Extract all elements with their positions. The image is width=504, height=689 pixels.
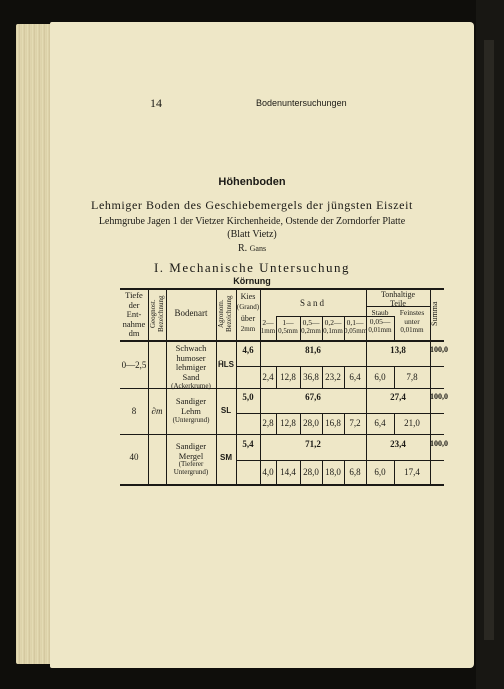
- author-initial: R.: [237, 243, 248, 254]
- header-depth: Tiefe der Ent- nahme dm: [122, 290, 146, 338]
- row-2-summa: 100,0: [430, 392, 448, 401]
- header-feinstes: Feinstes unter 0,01mm: [399, 308, 425, 334]
- location-line-1: Lehmgrube Jagen 1 der Vietzer Kirchenheide, Ostende der Zorndorfer Platte: [98, 216, 406, 227]
- header-sand-col-1: 2— 1mm: [260, 318, 276, 335]
- row-3-feinstes: 17,4: [404, 467, 420, 477]
- row-3-summa: 100,0: [430, 439, 448, 448]
- row-3-kies: 5,4: [242, 439, 254, 449]
- row-1-soil: Schwach humoser lehmiger Sand (Ackerkrume): [171, 343, 211, 390]
- row-1-staub: 6,0: [374, 372, 386, 382]
- row-3-sand-3: 28,0: [303, 467, 319, 477]
- row-1-feinstes: 7,8: [406, 372, 418, 382]
- header-geognost: Geognost. Bezeichnung: [149, 295, 165, 333]
- row-2-agronom: SL: [220, 406, 232, 415]
- grain-size-table: [120, 288, 448, 518]
- book-page-edges: [16, 24, 52, 664]
- header-soil-type: Bodenart: [174, 308, 208, 318]
- scan-background: [476, 0, 504, 689]
- table-title: Körnung: [233, 276, 271, 286]
- row-2-sand-4: 16,8: [325, 418, 341, 428]
- header-kies: Kies (Grand) über 2mm: [236, 292, 260, 333]
- row-2-soil: Sandiger Lehm (Untergrund): [172, 396, 210, 424]
- header-sand: Sand: [300, 298, 326, 308]
- row-3-sand-5: 6,8: [349, 467, 361, 477]
- row-2-kies: 5,0: [242, 392, 254, 402]
- header-sand-col-5: 0,1— 0,05mm: [344, 318, 368, 335]
- row-1-sand-3: 36,8: [303, 372, 319, 382]
- row-1-agronom: ḦLS: [218, 360, 234, 369]
- row-2-sand-3: 28,0: [303, 418, 319, 428]
- row-3-agronom: SM: [220, 453, 232, 462]
- row-2-sand-2: 12,8: [280, 418, 296, 428]
- header-agronom: Agronom. Bezeichnung: [217, 295, 233, 333]
- part-title: I. Mechanische Untersuchung: [153, 260, 351, 275]
- header-sand-col-2: 1— 0,5mm: [278, 318, 298, 335]
- row-1-kies: 4,6: [242, 345, 254, 355]
- row-2-sand-total: 67,6: [305, 392, 321, 402]
- page-number: 14: [150, 96, 162, 110]
- header-sand-col-4: 0,2— 0,1mm: [323, 318, 343, 335]
- author: [0, 243, 504, 254]
- running-head: Bodenuntersuchungen: [256, 98, 347, 108]
- row-2-sand-5: 7,2: [349, 418, 361, 428]
- row-1-sand-5: 6,4: [349, 372, 361, 382]
- row-2-sand-1: 2,8: [262, 418, 274, 428]
- row-2-feinstes: 21,0: [404, 418, 420, 428]
- row-1-clay-total: 13,8: [390, 345, 406, 355]
- row-1-depth: 0—2,5: [121, 360, 147, 370]
- row-3-sand-total: 71,2: [305, 439, 321, 449]
- row-2-clay-total: 27,4: [390, 392, 406, 402]
- row-2-depth: 8: [131, 406, 137, 416]
- row-1-sand-2: 12,8: [280, 372, 296, 382]
- row-3-staub: 6,0: [374, 467, 386, 477]
- row-1-summa: 100,0: [430, 345, 448, 354]
- subtitle: Lehmiger Boden des Geschiebemergels der jüngsten Eiszeit: [91, 198, 413, 212]
- author-name: Gans: [249, 244, 267, 253]
- header-clay: Tonhaltige Teile: [380, 290, 416, 308]
- header-summa: Summa: [430, 301, 439, 327]
- row-3-sand-1: 4,0: [262, 467, 274, 477]
- row-1-sand-4: 23,2: [325, 372, 341, 382]
- row-3-sand-2: 14,4: [280, 467, 296, 477]
- location-line-2: (Blatt Vietz): [227, 229, 277, 240]
- row-3-sand-4: 18,0: [325, 467, 341, 477]
- row-1-sand-total: 81,6: [305, 345, 321, 355]
- header-sand-col-3: 0,5— 0,2mm: [301, 318, 321, 335]
- row-2-staub: 6,4: [374, 418, 386, 428]
- row-2-geognost: ∂m: [151, 406, 163, 416]
- section-title: Höhenboden: [218, 176, 286, 188]
- header-staub: Staub 0,05— 0,01mm: [368, 308, 392, 334]
- row-3-clay-total: 23,4: [390, 439, 406, 449]
- row-3-soil: Sandiger Mergel (Tieferer Untergrund): [173, 441, 209, 476]
- row-3-depth: 40: [129, 452, 139, 462]
- row-1-sand-1: 2,4: [262, 372, 274, 382]
- location: [0, 215, 504, 241]
